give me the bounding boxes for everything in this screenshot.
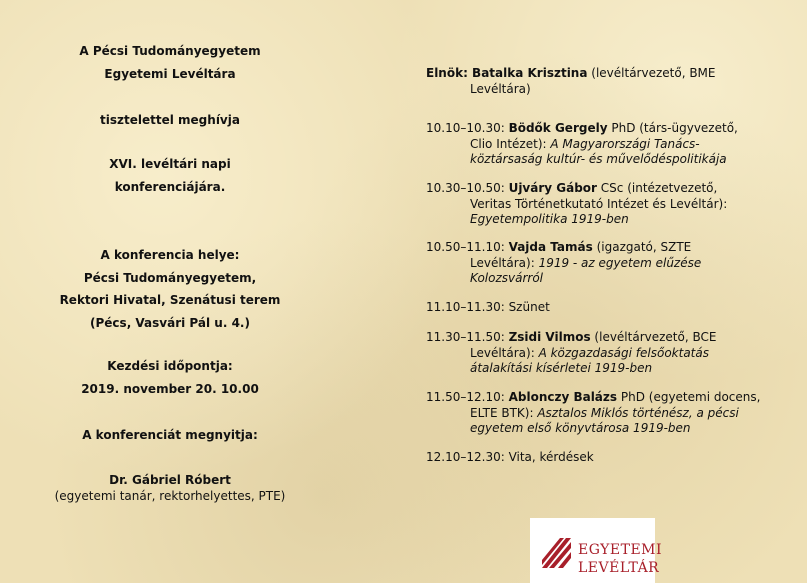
speaker-name: Vajda Tamás xyxy=(508,240,593,254)
discussion-text: 12.10–12.30: Vita, kérdések xyxy=(426,450,594,464)
logo-text-2: LEVÉLTÁR xyxy=(578,560,660,576)
talk-title-cont: átalakítási kísérletei 1919-ben xyxy=(470,361,653,375)
speaker-name: Zsidi Vilmos xyxy=(508,330,591,344)
invite-text: tisztelettel meghívja xyxy=(100,113,240,127)
speaker-affiliation: ELTE BTK): xyxy=(470,405,538,420)
conference-title-1: XVI. levéltári napi xyxy=(109,157,231,171)
university-name: A Pécsi Tudományegyetem xyxy=(79,44,261,58)
opener-name: Dr. Gábriel Róbert xyxy=(109,473,231,487)
speaker-desc: (levéltárvezető, BCE xyxy=(590,330,717,344)
venue-line-2: Rektori Hivatal, Szenátusi terem xyxy=(59,293,281,307)
speaker-affiliation: Veritas Történetkutató Intézet és Levéltár): xyxy=(470,196,728,211)
speaker-affiliation: Levéltára): xyxy=(470,255,539,270)
archive-logo xyxy=(530,518,663,583)
item-time: 10.30–10.50: xyxy=(426,181,509,195)
program-item xyxy=(426,330,796,377)
chair-name: Elnök: Batalka Krisztina xyxy=(426,66,588,80)
archive-logo-icon xyxy=(540,534,574,570)
item-time: 11.50–12.10: xyxy=(426,390,509,404)
conference-title-2: konferenciájára. xyxy=(114,180,226,194)
logo-text-1: EGYETEMI xyxy=(578,542,663,558)
talk-title: A Magyarországi Tanács- xyxy=(550,136,700,151)
talk-title: A közgazdasági felsőoktatás xyxy=(538,345,709,360)
program-item xyxy=(426,390,796,437)
talk-title: Asztalos Miklós történész, a pécsi xyxy=(537,405,739,420)
program-item xyxy=(426,240,796,287)
program-item-break xyxy=(426,300,796,316)
chair-block xyxy=(426,66,796,97)
speaker-desc: CSc (intézetvezető, xyxy=(596,181,718,195)
chair-role-2: Levéltára) xyxy=(470,81,531,96)
program-item xyxy=(426,181,796,228)
break-text: 11.10–11.30: Szünet xyxy=(426,300,550,314)
start-value: 2019. november 20. 10.00 xyxy=(81,382,259,396)
opener-label: A konferenciát megnyitja: xyxy=(82,428,258,442)
opener-role: (egyetemi tanár, rektorhelyettes, PTE) xyxy=(54,489,286,503)
talk-title: Egyetempolitika 1919-ben xyxy=(470,212,629,226)
item-time: 10.50–11.10: xyxy=(426,240,509,254)
venue-line-1: Pécsi Tudományegyetem, xyxy=(83,271,257,285)
speaker-name: Ablonczy Balázs xyxy=(508,390,618,404)
talk-title: 1919 - az egyetem elűzése xyxy=(538,255,702,270)
speaker-affiliation: Levéltára): xyxy=(470,345,539,360)
venue-label: A konferencia helye: xyxy=(100,248,240,262)
speaker-desc: (igazgató, SZTE xyxy=(592,240,692,254)
speaker-affiliation: Clio Intézet): xyxy=(470,136,551,151)
talk-title-cont: Kolozsvárról xyxy=(470,271,544,285)
chair-role: (levéltárvezető, BME xyxy=(587,66,716,80)
speaker-name: Ujváry Gábor xyxy=(508,181,597,195)
item-time: 10.10–10.30: xyxy=(426,121,509,135)
speaker-desc: PhD (társ-ügyvezető, xyxy=(607,121,738,135)
speaker-desc: PhD (egyetemi docens, xyxy=(617,390,761,404)
program-item-discussion xyxy=(426,450,796,466)
talk-title-cont: köztársaság kultúr- és művelődéspolitikája xyxy=(470,152,727,166)
item-time: 11.30–11.50: xyxy=(426,330,509,344)
program-item xyxy=(426,121,796,168)
archive-name: Egyetemi Levéltára xyxy=(104,67,236,81)
talk-title-cont: egyetem első könyvtárosa 1919-ben xyxy=(470,421,691,435)
start-label: Kezdési időpontja: xyxy=(107,359,233,373)
venue-line-3: (Pécs, Vasvári Pál u. 4.) xyxy=(90,316,250,330)
speaker-name: Bödők Gergely xyxy=(508,121,608,135)
